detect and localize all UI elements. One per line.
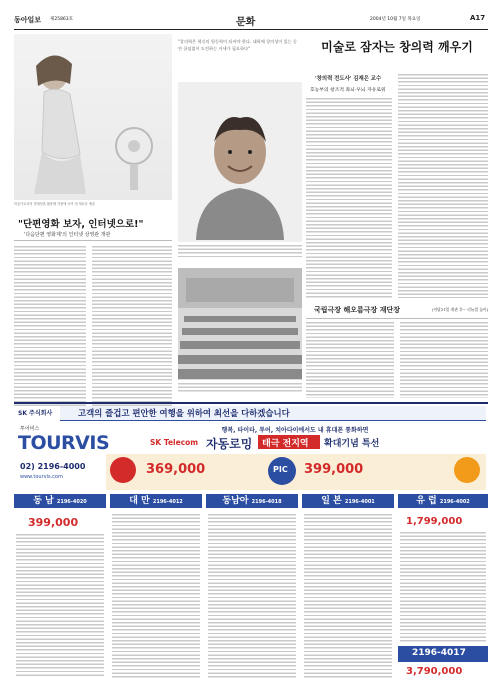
main-quote: "창의력은 혁신의 원동력이 되어야 한다. 대학에 창의성이 있는 동안 끊임없이 도전하는 자세가 필요하다" (178, 39, 298, 51)
ad-column-5-price-1: 1,799,000 (406, 516, 463, 527)
ad-column-1 (14, 494, 106, 684)
masthead-rule (14, 29, 488, 30)
tourvis-logo-box (14, 424, 110, 486)
ad-column-3 (206, 494, 298, 684)
tourvis-site[interactable]: www.tourvis.com (20, 474, 63, 480)
left-photo-caption: 미술가로서의 정체성을 활용해 작품에 녹여 낸 새로운 예술 (14, 202, 95, 206)
ad-column-5-body (400, 532, 486, 642)
ad-column-5-phone-badge (398, 646, 488, 662)
promo-circle-right (454, 457, 480, 483)
price-main: 369,000 (146, 462, 206, 477)
ad-column-3-body (208, 514, 296, 678)
roaming-event-text: 태극 전지역 (262, 439, 309, 449)
price-alt: 399,000 (304, 462, 364, 477)
newspaper-name: 동아일보 (14, 16, 42, 24)
theater-caption (178, 383, 302, 393)
ad-column-2-header (110, 494, 202, 508)
stage-rule (306, 318, 488, 319)
ad-column-5 (398, 494, 488, 684)
stage-subhead: (이달27일 개관 후~ 리뉴얼 놀이) (432, 307, 489, 312)
roaming-event-badge (258, 435, 320, 449)
ad-column-5-header (398, 494, 488, 508)
left-body-col-2 (92, 246, 172, 406)
ad-bottom-phone: 2196-4017 (412, 648, 466, 658)
ad-columns (14, 494, 488, 684)
pic-badge (268, 457, 296, 485)
theater-photo (178, 268, 302, 380)
woman-figure-image (14, 34, 172, 200)
ad-column-1-title: 동 남 (33, 496, 54, 506)
ad-column-2-title: 대 만 (129, 496, 150, 506)
ad-column-1-header (14, 494, 106, 508)
ad-column-1-body (16, 534, 104, 678)
ad-column-5-title: 유 럽 (416, 496, 437, 506)
ad-column-1-price: 399,000 (28, 516, 79, 529)
ad-tagline-bar (60, 406, 486, 421)
ad-column-5-phone: 2196-4002 (439, 499, 470, 505)
ad-column-2 (110, 494, 202, 684)
stage-body-col-2 (400, 322, 488, 398)
promo-circle-left (110, 457, 136, 483)
ad-column-4-title: 일 본 (321, 496, 342, 506)
sk-telecom-logo: SK Telecom (150, 438, 199, 447)
ad-column-2-phone: 2196-4012 (152, 499, 183, 505)
stage-headline: 국립극장 해오름극장 재단장 (314, 306, 401, 314)
ad-column-4-body (304, 514, 392, 678)
ad-column-3-header (206, 494, 298, 508)
ad-column-2-body (112, 514, 200, 678)
ad-promo-line: 행복, 타이타, 투어, 치아다이에서도 내 휴대폰 통화하면 (221, 427, 369, 434)
main-headline: 미술로 잠자는 창의력 깨우기 (321, 40, 473, 54)
roaming-tail: 확대기념 특선 (324, 439, 380, 449)
ad-top-rule (14, 402, 488, 404)
theater-seats-image (178, 268, 302, 380)
left-article-photo (14, 34, 172, 200)
issue-number: 제25863호 (50, 17, 74, 22)
ad-column-3-phone: 2196-4018 (251, 499, 282, 505)
ad-column-3-title: 동남아 (222, 496, 249, 506)
ad-tagline: 고객의 즐겁고 편안한 여행을 위하여 최선을 다하겠습니다 (78, 408, 290, 418)
price-strip (106, 454, 486, 490)
man-portrait-image (178, 82, 302, 242)
section-title: 문화 (236, 17, 256, 28)
left-headline-rule (14, 240, 172, 241)
portrait-photo (178, 82, 302, 242)
ad-column-1-phone: 2196-4020 (56, 499, 87, 505)
main-body-col-1 (306, 98, 392, 298)
issue-date: 2004년 10월 7일 목요일 (370, 17, 421, 22)
ad-column-4-phone: 2196-4001 (344, 499, 375, 505)
masthead (14, 13, 488, 27)
main-subhead-2: 호농부의 창조적 좌뇌·우뇌 자유로워 (310, 88, 386, 93)
left-article-headline: "단편영화 보자, 인터넷으로!" (18, 219, 144, 230)
ad-sponsor: SK 주식회사 (18, 410, 53, 417)
portrait-caption (178, 245, 302, 257)
ad-column-5-price-2: 3,790,000 (406, 666, 463, 677)
roaming-text: 자동로밍 (206, 437, 253, 451)
left-body-col-1 (14, 246, 86, 406)
tourvis-logo: TOURVIS (18, 432, 110, 454)
pic-label: PIC (273, 465, 288, 474)
tourvis-phone: 02) 2196-4000 (20, 462, 86, 471)
main-body-col-2 (398, 74, 488, 298)
tourvis-small-name: 투어비스 (20, 426, 40, 432)
page-number: A17 (470, 14, 486, 22)
ad-column-4-header (302, 494, 394, 508)
main-subhead-1: '창의력 전도사' 김재은 교수 (315, 76, 382, 82)
stage-body-col-1 (306, 322, 394, 398)
ad-column-4 (302, 494, 394, 684)
left-article-subhead: '다음단편 영화제'의 인터넷 상영관 개관 (24, 232, 111, 238)
